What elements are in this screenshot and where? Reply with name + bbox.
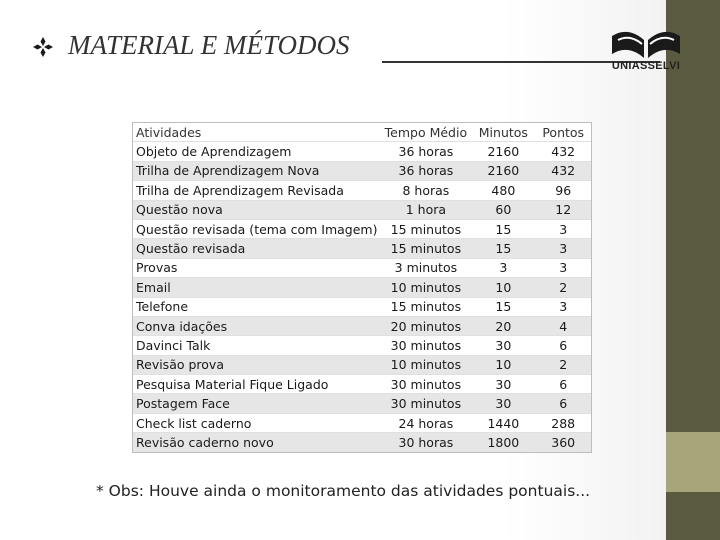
minutes-cell: 10 bbox=[471, 278, 535, 297]
table-row bbox=[133, 336, 591, 355]
minutes-cell: 2160 bbox=[471, 142, 535, 161]
average-time-cell: 30 horas bbox=[380, 433, 471, 452]
average-time-cell: 15 minutos bbox=[380, 239, 471, 258]
points-cell: 288 bbox=[535, 413, 591, 432]
table-row bbox=[133, 355, 591, 374]
table-row bbox=[133, 200, 591, 219]
activity-cell: Check list caderno bbox=[133, 413, 380, 432]
diamond-bullet-icon bbox=[32, 36, 54, 58]
minutes-cell: 2160 bbox=[471, 161, 535, 180]
table-row bbox=[133, 375, 591, 394]
average-time-cell: 10 minutos bbox=[380, 278, 471, 297]
points-cell: 3 bbox=[535, 297, 591, 316]
table-row bbox=[133, 413, 591, 432]
minutes-cell: 10 bbox=[471, 355, 535, 374]
minutes-cell: 20 bbox=[471, 316, 535, 335]
right-sidebar-accent bbox=[666, 432, 720, 492]
points-cell: 6 bbox=[535, 375, 591, 394]
points-cell: 12 bbox=[535, 200, 591, 219]
activity-cell: Conva idações bbox=[133, 316, 380, 335]
activity-cell: Pesquisa Material Fique Ligado bbox=[133, 375, 380, 394]
activity-cell: Questão revisada bbox=[133, 239, 380, 258]
points-cell: 432 bbox=[535, 161, 591, 180]
header-minutos: Minutos bbox=[478, 124, 528, 140]
points-cell: 2 bbox=[535, 355, 591, 374]
table-row bbox=[133, 433, 591, 452]
activity-cell: Trilha de Aprendizagem Revisada bbox=[133, 181, 380, 200]
table-row bbox=[133, 316, 591, 335]
table-header-row bbox=[133, 123, 591, 142]
header-tempo-medio: Tempo Médio bbox=[384, 124, 468, 140]
table-row bbox=[133, 181, 591, 200]
activity-cell: Objeto de Aprendizagem bbox=[133, 142, 380, 161]
average-time-cell: 1 hora bbox=[380, 200, 471, 219]
average-time-cell: 3 minutos bbox=[380, 258, 471, 277]
average-time-cell: 15 minutos bbox=[380, 297, 471, 316]
footnote: * Obs: Houve ainda o monitoramento das atividades pontuais... bbox=[96, 482, 591, 500]
average-time-cell: 30 minutos bbox=[380, 394, 471, 413]
points-cell: 6 bbox=[535, 336, 591, 355]
average-time-cell: 10 minutos bbox=[380, 355, 471, 374]
header-pontos: Pontos bbox=[542, 124, 585, 140]
activity-cell: Questão revisada (tema com Imagem) bbox=[133, 219, 380, 238]
points-cell: 360 bbox=[535, 433, 591, 452]
book-wings-icon bbox=[610, 28, 682, 60]
page-title: MATERIAL E MÉTODOS bbox=[68, 30, 350, 60]
uniasselvi-logo bbox=[604, 28, 688, 78]
table-row bbox=[133, 297, 591, 316]
points-cell: 3 bbox=[535, 258, 591, 277]
table-row bbox=[133, 278, 591, 297]
activity-cell: Questão nova bbox=[133, 200, 380, 219]
average-time-cell: 24 horas bbox=[380, 413, 471, 432]
activity-cell: Revisão prova bbox=[133, 355, 380, 374]
table-row bbox=[133, 219, 591, 238]
average-time-cell: 36 horas bbox=[380, 142, 471, 161]
table-row bbox=[133, 142, 591, 161]
points-cell: 6 bbox=[535, 394, 591, 413]
points-cell: 2 bbox=[535, 278, 591, 297]
minutes-cell: 1800 bbox=[471, 433, 535, 452]
minutes-cell: 15 bbox=[471, 219, 535, 238]
slide-header bbox=[30, 24, 681, 72]
activities-table bbox=[132, 122, 592, 453]
average-time-cell: 15 minutos bbox=[380, 219, 471, 238]
minutes-cell: 15 bbox=[471, 239, 535, 258]
table-row bbox=[133, 258, 591, 277]
logo-text: UNIASSELVI bbox=[611, 60, 681, 72]
minutes-cell: 30 bbox=[471, 375, 535, 394]
activity-cell: Email bbox=[133, 278, 380, 297]
points-cell: 3 bbox=[535, 219, 591, 238]
table-body bbox=[133, 142, 591, 452]
average-time-cell: 30 minutos bbox=[380, 336, 471, 355]
average-time-cell: 8 horas bbox=[380, 181, 471, 200]
activity-cell: Provas bbox=[133, 258, 380, 277]
minutes-cell: 3 bbox=[471, 258, 535, 277]
minutes-cell: 15 bbox=[471, 297, 535, 316]
minutes-cell: 1440 bbox=[471, 413, 535, 432]
activity-cell: Davinci Talk bbox=[133, 336, 380, 355]
activity-cell: Revisão caderno novo bbox=[133, 433, 380, 452]
points-cell: 96 bbox=[535, 181, 591, 200]
average-time-cell: 36 horas bbox=[380, 161, 471, 180]
minutes-cell: 60 bbox=[471, 200, 535, 219]
average-time-cell: 20 minutos bbox=[380, 316, 471, 335]
activity-cell: Trilha de Aprendizagem Nova bbox=[133, 161, 380, 180]
average-time-cell: 30 minutos bbox=[380, 375, 471, 394]
minutes-cell: 30 bbox=[471, 336, 535, 355]
header-atividades: Atividades bbox=[136, 124, 202, 140]
table-row bbox=[133, 161, 591, 180]
points-cell: 3 bbox=[535, 239, 591, 258]
minutes-cell: 480 bbox=[471, 181, 535, 200]
minutes-cell: 30 bbox=[471, 394, 535, 413]
activity-cell: Telefone bbox=[133, 297, 380, 316]
points-cell: 432 bbox=[535, 142, 591, 161]
points-cell: 4 bbox=[535, 316, 591, 335]
table-row bbox=[133, 239, 591, 258]
table-row bbox=[133, 394, 591, 413]
activity-cell: Postagem Face bbox=[133, 394, 380, 413]
